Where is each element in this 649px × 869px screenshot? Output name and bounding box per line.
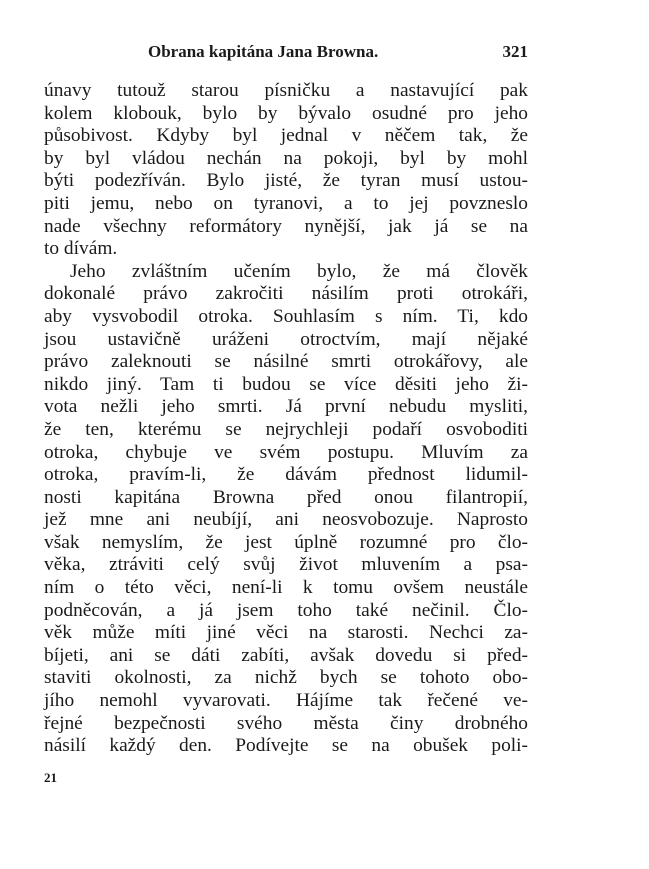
paragraph [44, 261, 528, 758]
text-line: jího nemohl vyvarovati. Hájíme tak řečené ve- [44, 690, 528, 712]
text-line: jsou ustavičně uráženi otroctvím, mají nějaké [44, 328, 528, 350]
text-line: Jeho zvláštním učením bylo, že má člověk [70, 260, 528, 282]
text-line: však nemyslím, že jest úplně rozumné pro člo- [44, 531, 528, 553]
text-line: působivost. Kdyby byl jednal v něčem tak, že [44, 125, 528, 147]
text-line: řejné bezpečnosti svého města činy drobného [44, 712, 528, 734]
body-text [44, 80, 528, 758]
text-line: že ten, kterému se nejrychleji podaří osvoboditi [44, 418, 528, 440]
text-line: bíjeti, ani se dáti zabíti, avšak dovedu si před- [44, 644, 528, 666]
text-line: to dívám. [44, 238, 118, 260]
text-line: násilí každý den. Podívejte se na obušek poli- [44, 735, 528, 757]
text-line: nosti kapitána Browna před onou filantropií, [44, 486, 528, 508]
printer-signature-mark: 21 [44, 770, 57, 785]
text-line: vota nežli jeho smrti. Já první nebudu mysliti, [44, 396, 528, 418]
text-line: jež mne ani neubíjí, ani neosvobozuje. Naprosto [44, 509, 528, 531]
text-line: otroka, chybuje ve svém postupu. Mluvím za [44, 441, 528, 463]
text-line: dokonalé právo zakročiti násilím proti otrokáři, [44, 283, 528, 305]
text-line: kolem klobouk, bylo by bývalo osudné pro jeho [44, 102, 528, 124]
text-line: věk může míti jiné věci na starosti. Nechci za- [44, 622, 528, 644]
running-header [148, 42, 528, 68]
header-title: Obrana kapitána Jana Browna. [148, 42, 379, 61]
text-line: piti jemu, nebo on tyranovi, a to jej povzneslo [44, 192, 528, 214]
text-line: nikdo jiný. Tam ti budou se více děsiti jeho ži- [44, 373, 528, 395]
text-line: nade všechny reformátory nynější, jak já se na [44, 215, 528, 237]
text-line: ním o této věci, není-li k tomu ovšem neustále [44, 577, 528, 599]
text-line: aby vysvobodil otroka. Souhlasím s ním. Ti, kdo [44, 305, 528, 327]
text-line: býti podezříván. Bylo jisté, že tyran musí ustou- [44, 170, 528, 192]
text-line: podněcován, a já jsem toho také nečinil. Člo- [44, 599, 528, 621]
text-line: věka, ztráviti celý svůj život mluvením a psa- [44, 554, 528, 576]
text-line: právo zaleknouti se násilné smrti otrokářovy, ale [44, 351, 528, 373]
page-number: 321 [502, 42, 528, 61]
text-line: otroka, pravím-li, že dávám přednost lidumil- [44, 464, 528, 486]
text-line: staviti okolnosti, za nichž bych se tohoto obo- [44, 667, 528, 689]
text-line: únavy tutouž starou písničku a nastavující pak [44, 80, 528, 101]
paragraph [44, 80, 528, 261]
text-line: by byl vládou nechán na pokoji, byl by mohl [44, 147, 528, 169]
